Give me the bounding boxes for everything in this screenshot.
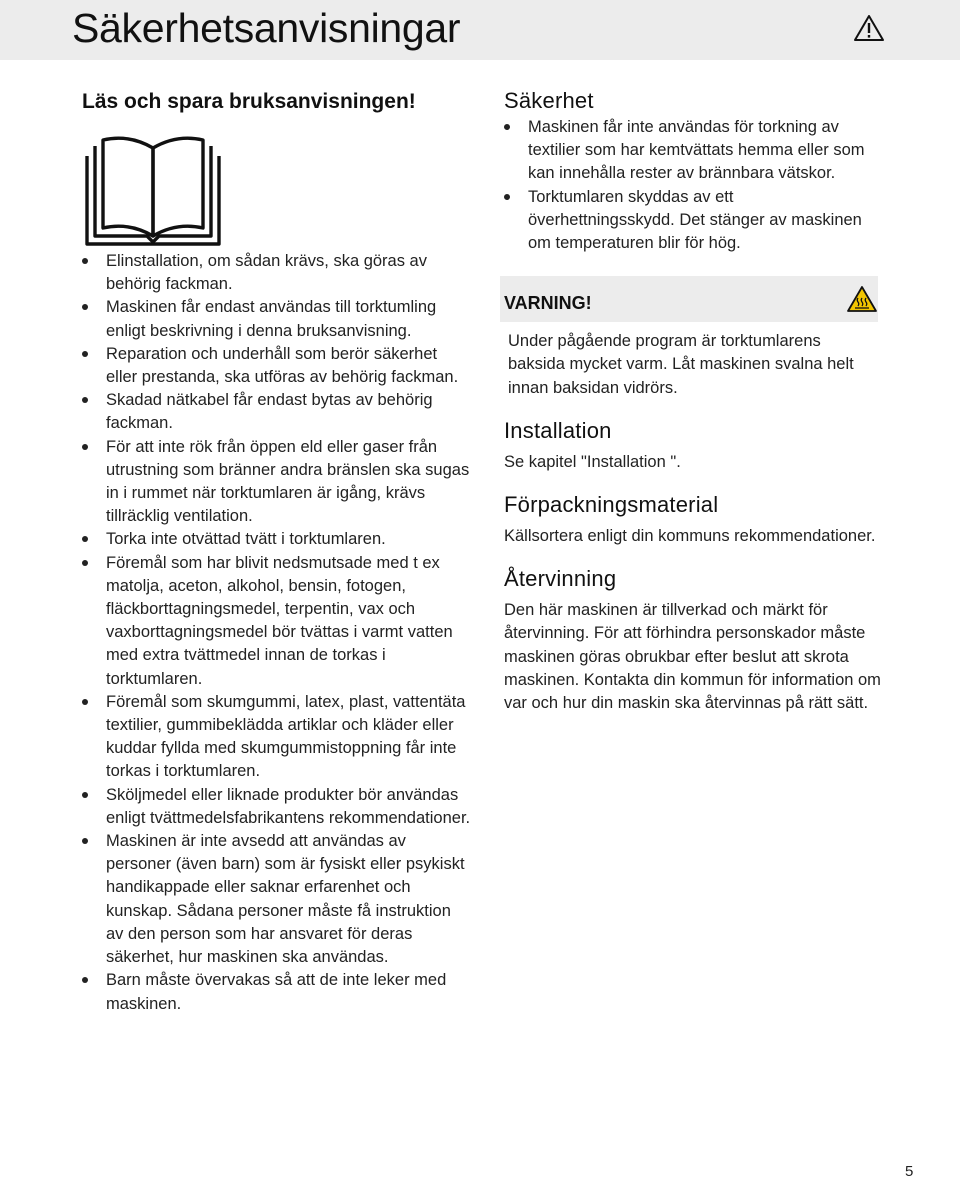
list-item: Elinstallation, om sådan krävs, ska göras av behörig fackman.	[82, 250, 472, 296]
installation-text: Se kapitel "Installation ".	[504, 452, 681, 471]
safety-instructions-list	[82, 250, 472, 1016]
left-column	[82, 86, 472, 1016]
safety-heading: Säkerhet	[504, 88, 594, 113]
hot-surface-warning-icon	[846, 285, 878, 313]
list-item: Sköljmedel eller liknade produkter bör användas enligt tvättmedelsfabrikantens rekommendationer.	[82, 784, 472, 830]
right-column	[504, 86, 882, 715]
packaging-heading: Förpackningsmaterial	[504, 492, 719, 518]
page-title: Säkerhetsanvisningar	[72, 5, 461, 51]
list-item: Maskinen är inte avsedd att användas av personer (även barn) som är fysiskt eller psykiskt handikappade eller saknar erfarenhet och kunskap. Sådana personer måste få instruktion av den person som har ansvaret för deras säkerhet, hur maskinen ska användas.	[82, 830, 472, 969]
list-item: Torka inte otvättad tvätt i torktumlaren.	[82, 528, 472, 551]
recycling-heading: Återvinning	[504, 566, 617, 592]
page-number: 5	[905, 1163, 914, 1180]
list-item: Barn måste övervakas så att de inte leker med maskinen.	[82, 969, 472, 1015]
read-manual-heading: Läs och spara bruksanvisningen!	[82, 90, 416, 113]
page-header	[0, 0, 960, 60]
list-item: Föremål som skumgummi, latex, plast, vattentäta textilier, gummibeklädda artiklar och kläder eller kuddar fyllda med skumgummistoppning får inte torkas i torktumlaren.	[82, 691, 472, 784]
warning-box	[500, 276, 878, 322]
packaging-text: Källsortera enligt din kommuns rekommendationer.	[504, 527, 876, 546]
list-item: Maskinen får endast användas till torktumling enligt beskrivning i denna bruksanvisning.	[82, 296, 472, 342]
list-item: Skadad nätkabel får endast bytas av behörig fackman.	[82, 389, 472, 435]
list-item: För att inte rök från öppen eld eller gaser från utrustning som bränner andra bränslen ska sugas in i rummet när torktumlaren är igång, krävs tillräcklig ventilation.	[82, 436, 472, 529]
installation-heading: Installation	[504, 417, 612, 443]
list-item: Reparation och underhåll som berör säkerhet eller prestanda, ska utföras av behörig fackman.	[82, 343, 472, 389]
list-item: Torktumlaren skyddas av ett överhettningsskydd. Det stänger av maskinen om temperaturen blir för hög.	[504, 186, 882, 256]
safety-list	[504, 116, 882, 255]
warning-triangle-icon	[853, 14, 885, 42]
list-item: Maskinen får inte användas för torkning av textilier som har kemtvättats hemma eller som kan innehålla rester av brännbara vätskor.	[504, 116, 882, 186]
recycling-text: Den här maskinen är tillverkad och märkt för återvinning. För att förhindra personskador måste maskinen göras obrukbar efter beslut att skrota maskinen. Kontakta din kommun för information om var och hur din maskin ska återvinnas på rätt sätt.	[504, 601, 881, 713]
warning-title: VARNING!	[504, 293, 592, 314]
open-book-icon	[83, 132, 223, 250]
warning-text: Under pågående program är torktumlarens baksida mycket varm. Låt maskinen svalna helt innan baksidan vidrörs.	[508, 332, 854, 397]
list-item: Föremål som har blivit nedsmutsade med t ex matolja, aceton, alkohol, bensin, fotogen, fläckborttagningsmedel, terpentin, vax och vaxborttagningsmedel bör tvättas i varmt vatten med extra tvättmedel innan de torkas i torktumlaren.	[82, 552, 472, 691]
